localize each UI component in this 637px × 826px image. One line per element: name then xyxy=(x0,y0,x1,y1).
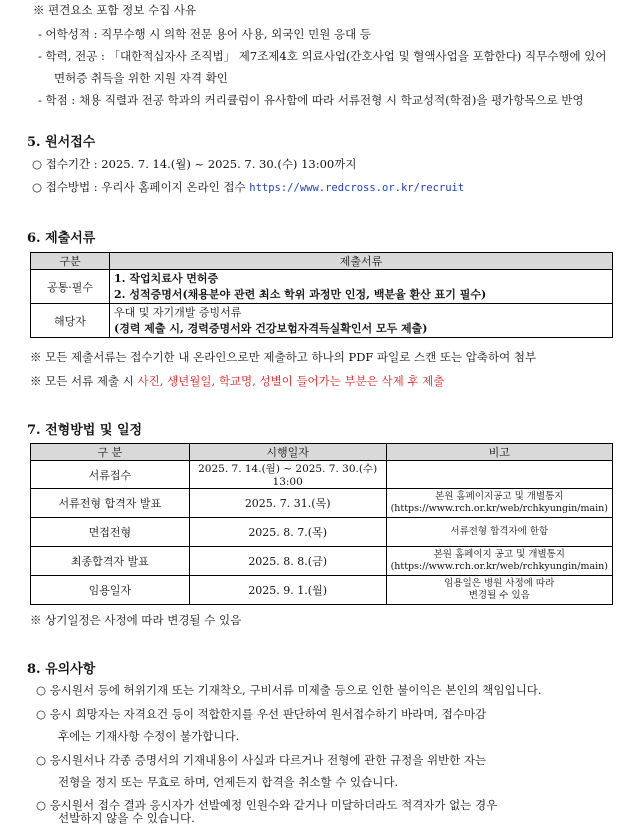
section6-title: 6. 제출서류 xyxy=(27,231,96,246)
table-row xyxy=(31,518,613,547)
documents-table xyxy=(30,252,613,338)
documents-line: 우대 및 자기개발 증빙서류 xyxy=(114,305,242,319)
schedule-note: 변경될 수 있음 xyxy=(468,590,530,601)
schedule-note: 본원 홈페이지공고 및 개별통지 xyxy=(435,491,564,502)
documents-warning-prefix: ※ 모든 서류 제출 시 xyxy=(30,374,138,388)
schedule-note-footer: ※ 상기일정은 사정에 따라 변경될 수 있음 xyxy=(30,613,242,627)
schedule-date: 2025. 7. 14.(월) ~ 2025. 7. 30.(수) 13:00 xyxy=(189,461,386,489)
intro-bullet: - 학점 : 채용 직렬과 전공 학과의 커리큘럼이 유사함에 따라 서류전형 시 학교성적(학점)을 평가항목으로 반영 xyxy=(38,93,584,107)
documents-header-docs: 제출서류 xyxy=(110,253,613,270)
caution-item: ○ 응시원서 접수 결과 응시자가 선발예정 인원수와 같거나 미달하더라도 적격자가 없는 경우 xyxy=(36,798,498,812)
schedule-note-url: (https://www.rch.or.kr/web/rchkyungin/main) xyxy=(390,503,608,514)
documents-category: 공통·필수 xyxy=(31,270,110,304)
section8-title: 8. 유의사항 xyxy=(27,662,96,677)
table-row xyxy=(31,489,613,518)
recruit-link[interactable]: https://www.redcross.or.kr/recruit xyxy=(249,182,465,194)
documents-warning-red: 사진, 생년월일, 학교명, 성별이 들어가는 부분은 삭제 후 제출 xyxy=(137,374,445,388)
intro-bullet: - 학력, 전공 : 「대한적십자사 조직법」 제7조제4호 의료사업(간호사업 및 혈액사업을 포함한다) 직무수행에 있어 xyxy=(38,49,607,63)
schedule-note: 본원 홈페이지 공고 및 개별통지 xyxy=(433,549,565,560)
table-row xyxy=(31,461,613,489)
schedule-stage: 면접전형 xyxy=(31,518,190,547)
intro-bullet: - 어학성적 : 직무수행 시 의학 전문 용어 사용, 외국인 민원 응대 등 xyxy=(38,27,372,41)
caution-item: 전형을 정지 또는 무효로 하며, 언제든지 합격을 취소할 수 있습니다. xyxy=(58,775,399,789)
caution-item: ○ 응시원서 등에 허위기재 또는 기재착오, 구비서류 미제출 등으로 인한 불이익은 본인의 책임입니다. xyxy=(36,683,542,697)
application-method-label: ○ 접수방법 : 우리사 홈페이지 온라인 접수 xyxy=(32,180,250,194)
intro-heading: ※ 편견요소 포함 정보 수집 사유 xyxy=(33,3,197,17)
schedule-note: 서류전형 합격자에 한함 xyxy=(450,526,549,537)
schedule-date: 2025. 8. 7.(목) xyxy=(189,518,386,547)
caution-item: ○ 응시 희망자는 자격요건 등이 적합한지를 우선 판단하여 원서접수하기 바라며, 접수마감 xyxy=(36,707,487,721)
caution-item: 선발하지 않을 수 있습니다. xyxy=(58,811,195,825)
schedule-header-date: 시행일자 xyxy=(189,444,386,461)
schedule-note-url: (https://www.rch.or.kr/web/rchkyungin/main) xyxy=(390,561,608,572)
table-row xyxy=(31,576,613,605)
documents-note: ※ 모든 제출서류는 접수기한 내 온라인으로만 제출하고 하나의 PDF 파일로 스캔 또는 압축하여 첨부 xyxy=(30,350,537,364)
schedule-date: 2025. 7. 31.(목) xyxy=(189,489,386,518)
application-period: ○ 접수기간 : 2025. 7. 14.(월) ~ 2025. 7. 30.(수) 13:00까지 xyxy=(32,157,357,171)
documents-line: 1. 작업치료사 면허증 xyxy=(114,271,219,285)
intro-bullet: 면허증 취득을 위한 지원 자격 확인 xyxy=(54,71,228,85)
caution-item: ○ 응시원서나 각종 증명서의 기재내용이 사실과 다르거나 전형에 관한 규정을 위반한 자는 xyxy=(36,753,487,767)
section5-title: 5. 원서접수 xyxy=(27,135,96,150)
table-row xyxy=(31,547,613,576)
schedule-header-note: 비고 xyxy=(386,444,612,461)
section7-title: 7. 전형방법 및 일정 xyxy=(27,423,143,438)
schedule-table xyxy=(30,443,613,605)
schedule-stage: 서류접수 xyxy=(31,461,190,489)
documents-category: 해당자 xyxy=(31,304,110,338)
schedule-stage: 최종합격자 발표 xyxy=(31,547,190,576)
documents-line: (경력 제출 시, 경력증명서와 건강보험자격득실확인서 모두 제출) xyxy=(114,321,428,335)
table-row xyxy=(31,270,613,304)
schedule-date: 2025. 8. 8.(금) xyxy=(189,547,386,576)
schedule-header-stage: 구 분 xyxy=(31,444,190,461)
caution-item: 후에는 기재사항 수정이 불가합니다. xyxy=(58,729,240,743)
schedule-stage: 임용일자 xyxy=(31,576,190,605)
schedule-date: 2025. 9. 1.(월) xyxy=(189,576,386,605)
table-row xyxy=(31,304,613,338)
documents-warning xyxy=(30,373,444,389)
application-method xyxy=(32,179,464,195)
documents-header-category: 구분 xyxy=(31,253,110,270)
schedule-stage: 서류전형 합격자 발표 xyxy=(31,489,190,518)
schedule-note: 임용일은 병원 사정에 따라 xyxy=(444,578,555,589)
documents-line: 2. 성적증명서(채용분야 관련 최소 학위 과정만 인정, 백분율 환산 표기 필수) xyxy=(114,287,487,301)
